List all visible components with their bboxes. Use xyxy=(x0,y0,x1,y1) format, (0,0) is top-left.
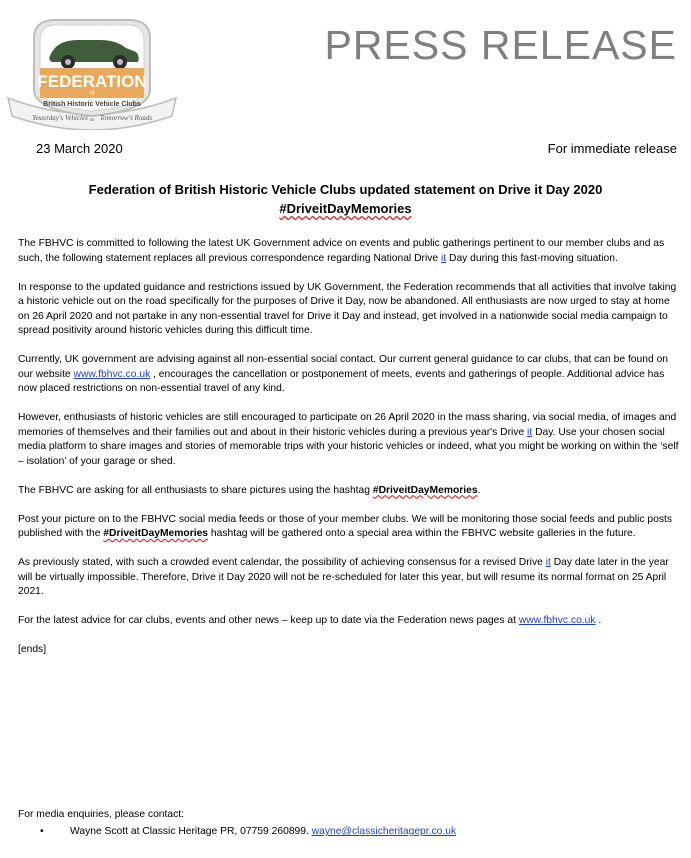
release-date: 23 March 2020 xyxy=(36,141,123,156)
media-contact xyxy=(18,807,678,839)
p6-hashtag: #DriveitDayMemories xyxy=(103,528,209,539)
contact-item xyxy=(18,824,678,839)
paragraph-5 xyxy=(18,484,680,499)
paragraph-6 xyxy=(18,513,680,542)
p4-text-a: However, enthusiasts of historic vehicles are still encouraged to participate on 26 April 2020 in the mass sharing, via social media, of images and memories of themselves and their families out and about in their historic vehicles during a previous year's Drive xyxy=(18,412,677,438)
title-hashtag: #DriveitDayMemories xyxy=(279,201,412,216)
p5-text-b: . xyxy=(477,484,481,496)
paragraph-1 xyxy=(18,237,680,266)
email-link[interactable]: wayne@classicheritagepr.co.uk xyxy=(311,826,457,837)
p1-text-b: Day during this fast-moving situation. xyxy=(446,252,618,264)
logo-tagline-mid: on xyxy=(89,118,95,123)
enquiries-label: For media enquiries, please contact: xyxy=(18,809,184,820)
p7-text-b: Day date later in the year will be virtually impossible. Therefore, Drive it Day 2020 will not be re-scheduled for later this year, but will resume its normal format on 25 April 2021. xyxy=(18,557,669,597)
website-link[interactable]: www.fbhvc.co.uk xyxy=(73,368,151,380)
p4-text-b: Day. Use your chosen social media platform to share images and stories of memorable trips with your historic vehicles or indeed, what you might be working on within the ‘self – isolation’ of your garage or shed. xyxy=(18,426,679,467)
paragraph-2: In response to the updated guidance and restrictions issued by UK Government, the Federation recommends that all activities that involve taking a historic vehicle out on the road specifically for the purposes of Drive it Day, now be abandoned. All enthusiasts are now urged to stay at home on 26 April 2020 and not partake in any non-essential travel for Drive it Day and instead, get involved in a nationwide social media campaign to spread positivity around historic vehicles during this difficult time. xyxy=(18,281,677,336)
p3-text-a: Currently, UK government are advising against all non-essential social contact. Our current general guidance to car clubs, that can be found on our website xyxy=(18,354,669,380)
news-link[interactable]: www.fbhvc.co.uk xyxy=(518,615,596,626)
title-line: Federation of British Historic Vehicle Clubs updated statement on Drive it Day 2020 xyxy=(88,182,603,197)
statement-body xyxy=(18,237,680,672)
fbhvc-logo xyxy=(4,12,180,130)
statement-title xyxy=(0,180,691,218)
bullet-icon: • xyxy=(40,826,44,837)
p6-text-a: Post your picture on to the FBHVC social media feeds or those of your member clubs. We will be monitoring those social feeds and public posts published with the xyxy=(18,513,672,539)
paragraph-8 xyxy=(18,614,680,629)
paragraph-7 xyxy=(18,556,680,600)
p3-text-b: , encourages the cancellation or postponement of meets, events and gatherings of people. Additional advice has now placed restrictions on non-essential travel of any kind. xyxy=(18,368,665,394)
p1-it: it xyxy=(440,252,447,264)
logo-tagline-left: Yesterday's Vehicles xyxy=(32,114,88,122)
logo-tagline-right: Tomorrow's Roads xyxy=(99,114,153,122)
ends-marker: [ends] xyxy=(18,644,47,655)
p8-text-a: For the latest advice for car clubs, events and other news – keep up to date via the Federation news pages at xyxy=(18,615,519,626)
press-release-heading: PRESS RELEASE xyxy=(324,22,677,68)
p7-it: it xyxy=(545,557,551,568)
p8-text-b: . xyxy=(595,615,602,626)
p1-text-a: The FBHVC is committed to following the latest UK Government advice on events and public gatherings pertinent to our member clubs and as such, the following statement replaces all previous correspondence regarding National Drive xyxy=(18,238,665,264)
logo-name: FEDERATION xyxy=(37,72,147,91)
release-note: For immediate release xyxy=(547,141,677,156)
p4-it: it xyxy=(527,426,533,438)
p7-text-a: As previously stated, with such a crowded event calendar, the possibility of achieving consensus for a revised Drive xyxy=(18,557,546,568)
contact-text: Wayne Scott at Classic Heritage PR, 07759 260899. xyxy=(70,826,312,837)
paragraph-3 xyxy=(18,353,680,397)
logo-subname: British Historic Vehicle Clubs xyxy=(43,101,141,108)
p6-text-b: hashtag will be gathered onto a special area within the FBHVC website galleries in the future. xyxy=(208,528,636,539)
logo-of: of xyxy=(89,90,95,96)
paragraph-4 xyxy=(18,411,680,469)
p5-hashtag: #DriveitDayMemories xyxy=(372,484,478,496)
p5-text-a: The FBHVC are asking for all enthusiasts to share pictures using the hashtag xyxy=(18,484,373,496)
